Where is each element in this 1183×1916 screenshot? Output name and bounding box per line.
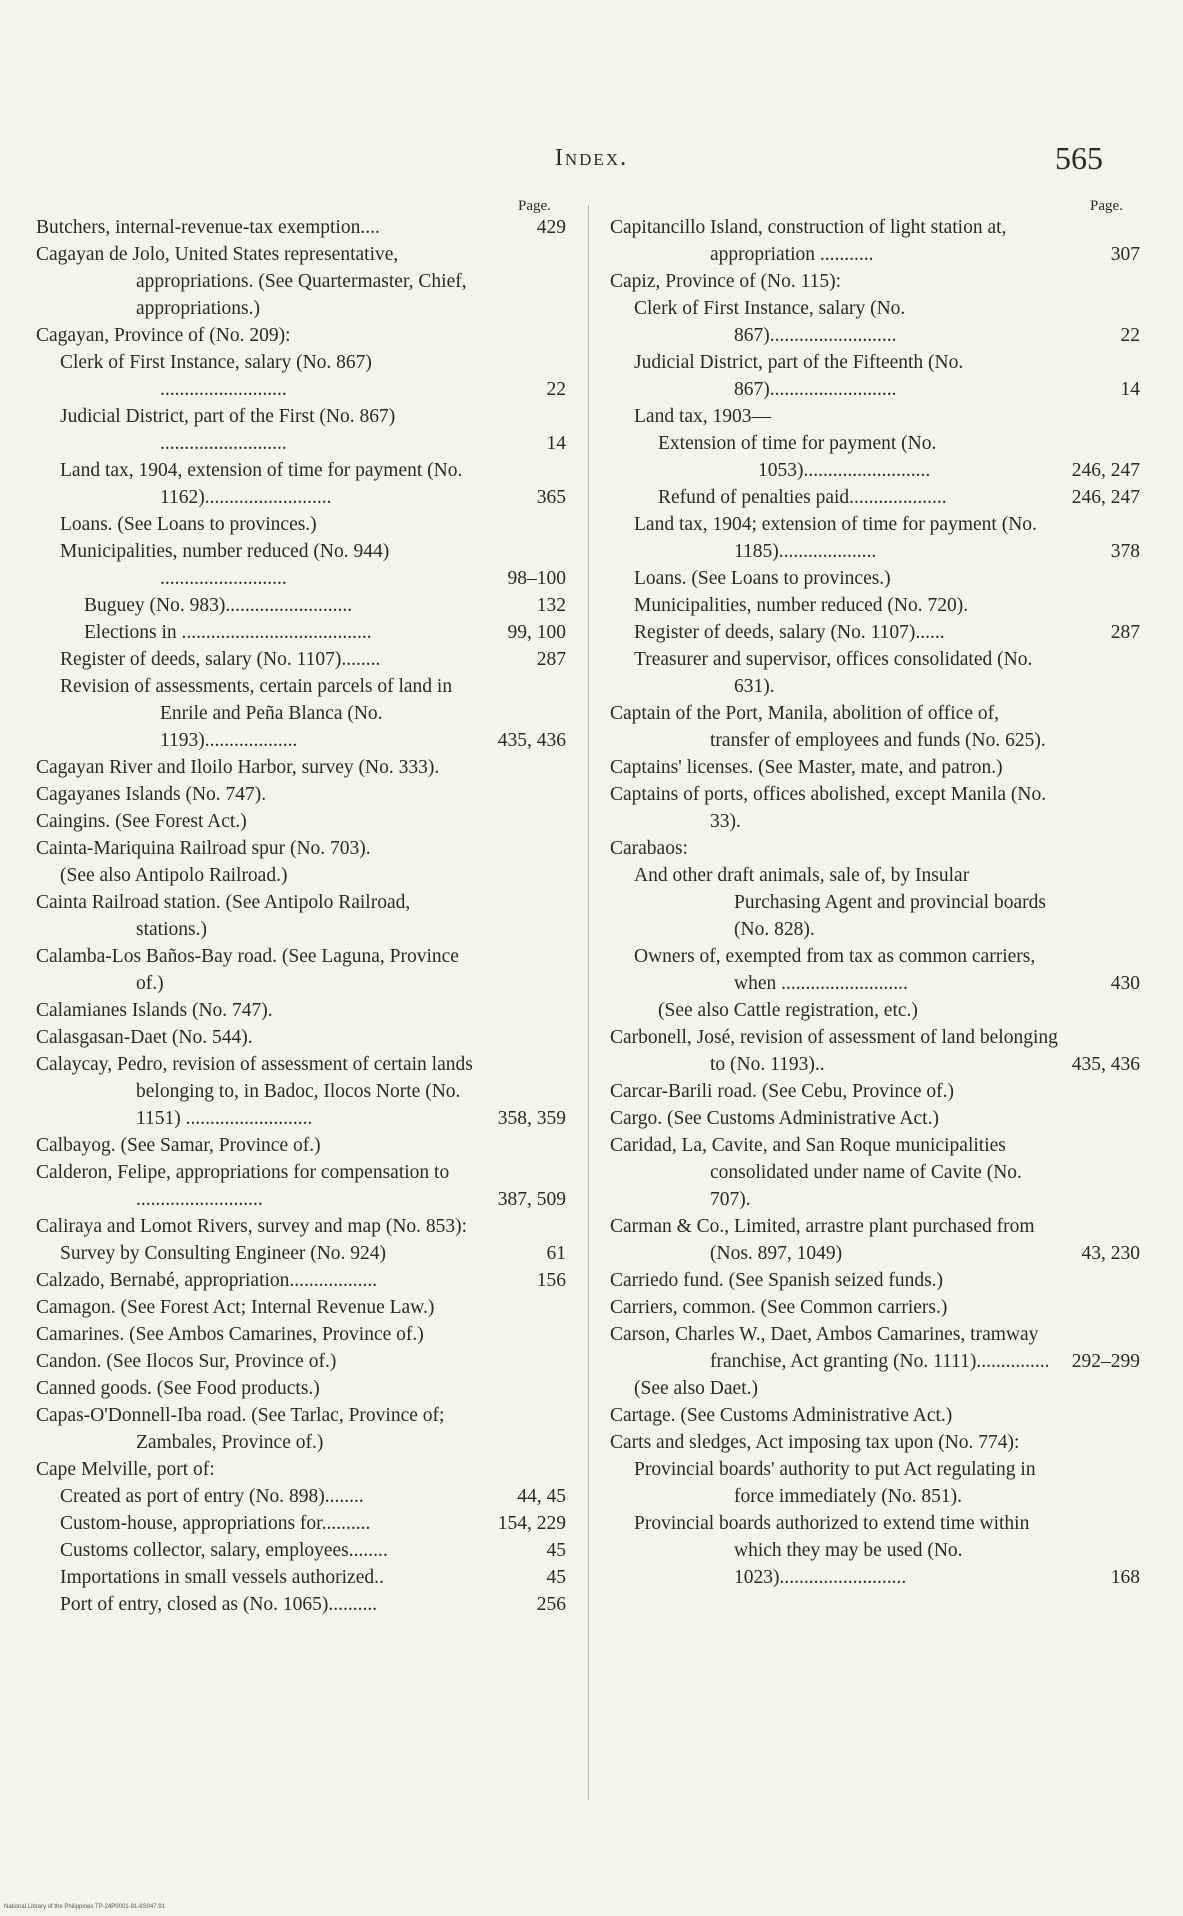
index-entry-text: Extension of time for payment (No. 1053).......................... bbox=[658, 433, 937, 481]
index-entry-text: Captains of ports, offices abolished, except Manila (No. 33). bbox=[610, 784, 1047, 832]
index-entry-pages: 358, 359 bbox=[497, 1108, 566, 1129]
index-entry-pages: 43, 230 bbox=[1081, 1243, 1140, 1264]
index-entry bbox=[610, 1510, 1140, 1591]
index-entry-text: Elections in ....................................... bbox=[84, 622, 372, 643]
index-entry-text: Capas-O'Donnell-Iba road. (See Tarlac, Province of; Zambales, Province of.) bbox=[36, 1405, 445, 1453]
index-entry bbox=[610, 1456, 1140, 1510]
index-entry-text: Clerk of First Instance, salary (No. 867) .......................... bbox=[60, 352, 372, 400]
index-entry-pages: 307 bbox=[1110, 244, 1140, 265]
index-entry-text: (See also Cattle registration, etc.) bbox=[658, 1000, 918, 1021]
index-entry-text: Provincial boards authorized to extend time within which they may be used (No. 1023).......................... bbox=[634, 1513, 1030, 1588]
index-entry-pages: 435, 436 bbox=[1071, 1054, 1140, 1075]
index-entry bbox=[36, 1375, 566, 1402]
index-entry-pages: 387, 509 bbox=[497, 1189, 566, 1210]
index-entry-text: Register of deeds, salary (No. 1107)........ bbox=[60, 649, 381, 670]
page-column-label-left: Page. bbox=[518, 198, 551, 214]
index-entry-pages: 22 bbox=[1120, 325, 1140, 346]
index-entry-text: Cagayanes Islands (No. 747). bbox=[36, 784, 267, 805]
index-entry bbox=[36, 1159, 566, 1213]
index-entry-text: Judicial District, part of the Fifteenth (No. 867).......................... bbox=[634, 352, 964, 400]
index-entry-text: Calamba-Los Baños-Bay road. (See Laguna, Province of.) bbox=[36, 946, 459, 994]
index-entry bbox=[610, 214, 1140, 268]
index-entry-pages: 22 bbox=[546, 379, 566, 400]
index-entry-text: Captain of the Port, Manila, abolition of office of, transfer of employees and funds (No. 625). bbox=[610, 703, 1046, 751]
index-entry-text: Captains' licenses. (See Master, mate, and patron.) bbox=[610, 757, 1003, 778]
index-entry bbox=[36, 1483, 566, 1510]
index-entry-pages: 98–100 bbox=[507, 568, 566, 589]
index-entry-text: Customs collector, salary, employees........ bbox=[60, 1540, 388, 1561]
index-entry-text: Treasurer and supervisor, offices consolidated (No. 631). bbox=[634, 649, 1033, 697]
page-number: 565 bbox=[1055, 140, 1103, 176]
index-entry bbox=[36, 1456, 566, 1483]
index-entry bbox=[610, 511, 1140, 565]
right-index-column bbox=[610, 214, 1140, 1591]
index-entry-text: Calasgasan-Daet (No. 544). bbox=[36, 1027, 253, 1048]
index-entry-pages: 292–299 bbox=[1071, 1351, 1140, 1372]
index-entry-text: Owners of, exempted from tax as common carriers, when .......................... bbox=[634, 946, 1036, 994]
index-entry bbox=[610, 295, 1140, 349]
index-entry bbox=[610, 484, 1140, 511]
index-entry-pages: 256 bbox=[536, 1594, 566, 1615]
index-entry bbox=[610, 781, 1140, 835]
index-entry-pages: 246, 247 bbox=[1071, 460, 1140, 481]
index-entry-text: Cagayan de Jolo, United States representative, appropriations. (See Quartermaster, Chief, appropriations.) bbox=[36, 244, 467, 319]
index-entry bbox=[36, 1537, 566, 1564]
index-entry bbox=[610, 1429, 1140, 1456]
index-entry-text: Candon. (See Ilocos Sur, Province of.) bbox=[36, 1351, 337, 1372]
index-entry-text: Cagayan, Province of (No. 209): bbox=[36, 325, 291, 346]
index-entry-text: Land tax, 1904, extension of time for payment (No. 1162).......................... bbox=[60, 460, 463, 508]
index-entry bbox=[610, 862, 1140, 943]
running-header-title: Index. bbox=[554, 145, 629, 171]
index-entry bbox=[36, 835, 566, 862]
index-entry-pages: 44, 45 bbox=[517, 1486, 566, 1507]
index-entry-text: Calzado, Bernabé, appropriation.................. bbox=[36, 1270, 378, 1291]
index-entry-pages: 154, 229 bbox=[497, 1513, 566, 1534]
index-entry bbox=[610, 835, 1140, 862]
index-entry bbox=[36, 322, 566, 349]
index-entry bbox=[36, 592, 566, 619]
index-entry bbox=[610, 1078, 1140, 1105]
index-entry-pages: 45 bbox=[546, 1567, 566, 1588]
index-entry-pages: 365 bbox=[536, 487, 566, 508]
index-entry bbox=[36, 781, 566, 808]
index-entry bbox=[610, 1213, 1140, 1267]
index-entry-text: Register of deeds, salary (No. 1107)...... bbox=[634, 622, 945, 643]
index-entry bbox=[36, 646, 566, 673]
index-entry bbox=[36, 1024, 566, 1051]
index-entry bbox=[36, 214, 566, 241]
index-entry-text: Calbayog. (See Samar, Province of.) bbox=[36, 1135, 321, 1156]
index-entry bbox=[610, 754, 1140, 781]
index-entry-text: Capiz, Province of (No. 115): bbox=[610, 271, 842, 292]
index-entry-text: And other draft animals, sale of, by Insular Purchasing Agent and provincial boards (No. 828). bbox=[634, 865, 1046, 940]
index-entry bbox=[36, 997, 566, 1024]
index-entry bbox=[36, 1402, 566, 1456]
index-entry-pages: 429 bbox=[536, 217, 566, 238]
index-entry-text: Carson, Charles W., Daet, Ambos Camarines, tramway franchise, Act granting (No. 1111)............... bbox=[610, 1324, 1050, 1372]
index-entry-text: Calamianes Islands (No. 747). bbox=[36, 1000, 273, 1021]
index-entry-text: Camarines. (See Ambos Camarines, Province of.) bbox=[36, 1324, 424, 1345]
index-entry bbox=[36, 1051, 566, 1132]
index-entry-text: Clerk of First Instance, salary (No. 867).......................... bbox=[634, 298, 906, 346]
index-entry bbox=[610, 1132, 1140, 1213]
index-entry bbox=[610, 943, 1140, 997]
index-entry-pages: 61 bbox=[546, 1243, 566, 1264]
index-entry bbox=[36, 673, 566, 754]
index-entry-text: Importations in small vessels authorized.. bbox=[60, 1567, 384, 1588]
index-entry-pages: 378 bbox=[1110, 541, 1140, 562]
index-entry-text: Carriers, common. (See Common carriers.) bbox=[610, 1297, 948, 1318]
index-entry-pages: 45 bbox=[546, 1540, 566, 1561]
index-entry-pages: 246, 247 bbox=[1071, 487, 1140, 508]
index-entry bbox=[610, 1105, 1140, 1132]
index-entry-text: Cainta Railroad station. (See Antipolo Railroad, stations.) bbox=[36, 892, 411, 940]
index-entry-text: Port of entry, closed as (No. 1065).......... bbox=[60, 1594, 378, 1615]
left-index-column bbox=[36, 214, 566, 1618]
index-entry bbox=[36, 889, 566, 943]
index-entry bbox=[36, 1321, 566, 1348]
index-entry bbox=[610, 997, 1140, 1024]
index-entry bbox=[36, 241, 566, 322]
index-entry-pages: 430 bbox=[1110, 973, 1140, 994]
index-entry-text: Created as port of entry (No. 898)........ bbox=[60, 1486, 364, 1507]
index-entry-text: Refund of penalties paid.................... bbox=[658, 487, 947, 508]
index-entry bbox=[610, 268, 1140, 295]
index-entry-text: Loans. (See Loans to provinces.) bbox=[60, 514, 317, 535]
scan-footer: National Library of the Philippines TP-24P0001-91-8S047.91 bbox=[4, 1904, 165, 1910]
index-entry-pages: 14 bbox=[1120, 379, 1140, 400]
index-entry-pages: 168 bbox=[1110, 1567, 1140, 1588]
index-entry bbox=[610, 619, 1140, 646]
index-entry bbox=[610, 1375, 1140, 1402]
index-entry-text: Revision of assessments, certain parcels of land in Enrile and Peña Blanca (No. 1193)................... bbox=[60, 676, 453, 751]
index-entry bbox=[36, 1213, 566, 1240]
index-entry-text: Carman & Co., Limited, arrastre plant purchased from (Nos. 897, 1049) bbox=[610, 1216, 1035, 1264]
index-entry bbox=[610, 565, 1140, 592]
index-entry-text: Survey by Consulting Engineer (No. 924) bbox=[60, 1243, 387, 1264]
index-entry bbox=[610, 349, 1140, 403]
index-entry-text: (See also Daet.) bbox=[634, 1378, 758, 1399]
index-entry bbox=[610, 592, 1140, 619]
index-entry bbox=[610, 646, 1140, 700]
index-entry-text: Municipalities, number reduced (No. 944) .......................... bbox=[60, 541, 390, 589]
index-entry bbox=[36, 1132, 566, 1159]
index-entry-text: Cape Melville, port of: bbox=[36, 1459, 215, 1480]
index-entry-text: Cagayan River and Iloilo Harbor, survey (No. 333). bbox=[36, 757, 440, 778]
page-column-label-right: Page. bbox=[1090, 198, 1123, 214]
index-entry-text: Canned goods. (See Food products.) bbox=[36, 1378, 320, 1399]
index-entry bbox=[36, 1267, 566, 1294]
index-entry-pages: 132 bbox=[536, 595, 566, 616]
index-entry-text: Judicial District, part of the First (No. 867) .......................... bbox=[60, 406, 396, 454]
index-entry bbox=[36, 1591, 566, 1618]
index-entry bbox=[610, 1024, 1140, 1078]
index-entry bbox=[36, 1240, 566, 1267]
index-entry-pages: 287 bbox=[536, 649, 566, 670]
index-entry-pages: 99, 100 bbox=[507, 622, 566, 643]
index-entry-text: Provincial boards' authority to put Act regulating in force immediately (No. 851). bbox=[634, 1459, 1036, 1507]
index-entry bbox=[36, 943, 566, 997]
index-entry bbox=[610, 1402, 1140, 1429]
index-entry-text: Municipalities, number reduced (No. 720). bbox=[634, 595, 969, 616]
index-entry bbox=[36, 1294, 566, 1321]
index-entry-text: Carriedo fund. (See Spanish seized funds.) bbox=[610, 1270, 944, 1291]
index-entry bbox=[610, 1294, 1140, 1321]
index-entry bbox=[36, 403, 566, 457]
index-entry-pages: 156 bbox=[536, 1270, 566, 1291]
index-entry bbox=[36, 619, 566, 646]
index-entry-text: Loans. (See Loans to provinces.) bbox=[634, 568, 891, 589]
index-entry bbox=[610, 700, 1140, 754]
index-entry bbox=[36, 862, 566, 889]
index-entry-text: Butchers, internal-revenue-tax exemption.... bbox=[36, 217, 380, 238]
index-entry-text: Cartage. (See Customs Administrative Act.) bbox=[610, 1405, 953, 1426]
index-entry bbox=[610, 403, 1140, 430]
index-entry bbox=[36, 754, 566, 781]
index-entry-text: Land tax, 1903— bbox=[634, 406, 772, 427]
index-entry bbox=[36, 1348, 566, 1375]
index-entry bbox=[610, 430, 1140, 484]
index-entry-text: Carabaos: bbox=[610, 838, 688, 859]
index-entry-text: Capitancillo Island, construction of light station at, appropriation ........... bbox=[610, 217, 1007, 265]
index-entry-pages: 435, 436 bbox=[497, 730, 566, 751]
index-entry-text: Camagon. (See Forest Act; Internal Revenue Law.) bbox=[36, 1297, 435, 1318]
index-entry bbox=[36, 511, 566, 538]
index-entry-text: Custom-house, appropriations for.......... bbox=[60, 1513, 371, 1534]
index-entry-pages: 14 bbox=[546, 433, 566, 454]
index-entry bbox=[36, 808, 566, 835]
column-divider bbox=[588, 205, 589, 1800]
index-entry bbox=[36, 538, 566, 592]
index-entry bbox=[36, 1510, 566, 1537]
index-entry-text: Land tax, 1904; extension of time for payment (No. 1185).................... bbox=[634, 514, 1037, 562]
index-entry-text: Caliraya and Lomot Rivers, survey and map (No. 853): bbox=[36, 1216, 468, 1237]
index-entry-text: Carbonell, José, revision of assessment of land belonging to (No. 1193).. bbox=[610, 1027, 1058, 1075]
index-entry-text: Caingins. (See Forest Act.) bbox=[36, 811, 247, 832]
index-entry-text: Calaycay, Pedro, revision of assessment of certain lands belonging to, in Badoc, Ilocos Norte (No. 1151) .......................... bbox=[36, 1054, 473, 1129]
index-entry-text: Carts and sledges, Act imposing tax upon (No. 774): bbox=[610, 1432, 1020, 1453]
index-entry bbox=[36, 1564, 566, 1591]
index-entry-text: Calderon, Felipe, appropriations for compensation to .......................... bbox=[36, 1162, 450, 1210]
index-entry-text: Caridad, La, Cavite, and San Roque municipalities consolidated under name of Cavite (No. 707). bbox=[610, 1135, 1022, 1210]
index-entry-text: (See also Antipolo Railroad.) bbox=[60, 865, 288, 886]
index-entry bbox=[36, 349, 566, 403]
index-entry bbox=[610, 1267, 1140, 1294]
index-entry-text: Cargo. (See Customs Administrative Act.) bbox=[610, 1108, 939, 1129]
index-entry bbox=[36, 457, 566, 511]
index-entry-text: Cainta-Mariquina Railroad spur (No. 703). bbox=[36, 838, 371, 859]
index-entry-pages: 287 bbox=[1110, 622, 1140, 643]
index-entry bbox=[610, 1321, 1140, 1375]
index-entry-text: Carcar-Barili road. (See Cebu, Province of.) bbox=[610, 1081, 954, 1102]
index-entry-text: Buguey (No. 983).......................... bbox=[84, 595, 353, 616]
